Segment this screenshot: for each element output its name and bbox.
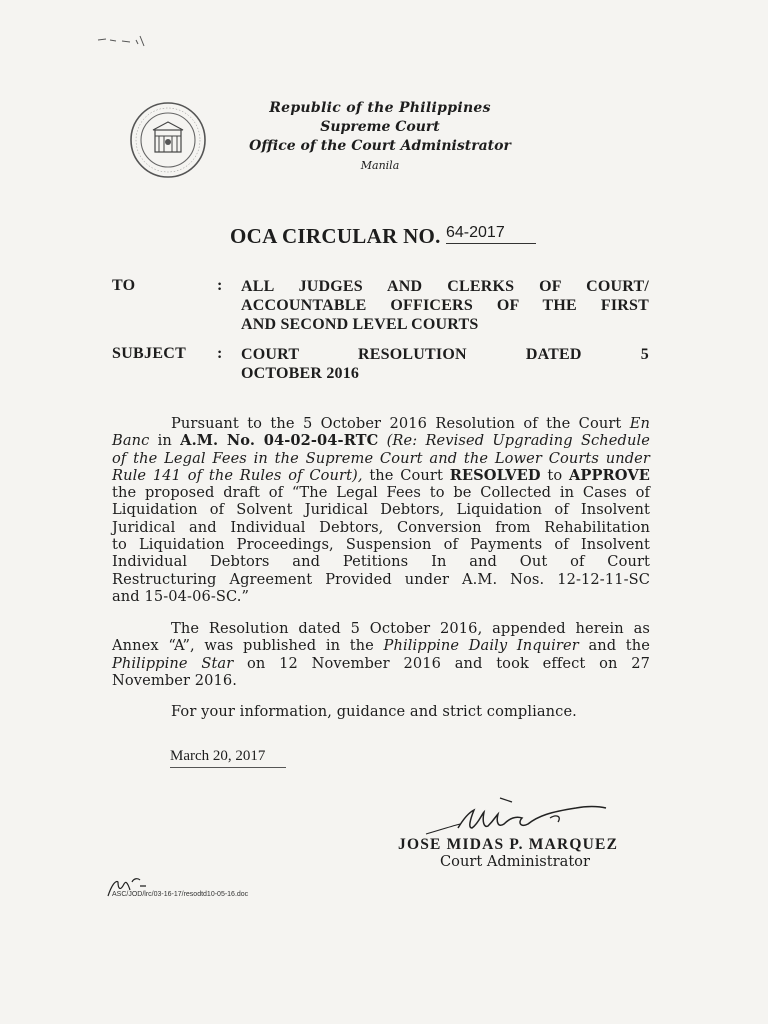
body-line: For your information, guidance and strict compliance.	[171, 703, 577, 720]
letterhead-city: Manila	[360, 159, 400, 172]
to-label: TO	[112, 277, 136, 294]
body-line: Juridical and Individual Debtors, Conversion from Rehabilitation	[112, 518, 650, 536]
letterhead-republic: Republic of the Philippines	[269, 100, 491, 116]
body-line: Philippine Star on 12 November 2016 and took effect on 27	[112, 654, 650, 672]
signatory-name: JOSE MIDAS P. MARQUEZ	[398, 836, 619, 853]
subject-line: COURT RESOLUTION DATED 5	[241, 346, 649, 363]
circular-number: 64-2017	[446, 224, 536, 244]
file-reference: ASC/JOD/lrc/03-16-17/resodtd10-05-16.doc	[112, 891, 249, 898]
to-line: AND SECOND LEVEL COURTS	[241, 316, 479, 333]
paragraph-publication	[112, 620, 650, 689]
subject-line: OCTOBER 2016	[241, 365, 360, 382]
body-line: to Liquidation Proceedings, Suspension of Payments of Insolvent	[112, 536, 650, 554]
body-line: and 15-04-06-SC.”	[112, 587, 250, 605]
document-date: March 20, 2017	[170, 748, 286, 768]
to-line: ACCOUNTABLE OFFICERS OF THE FIRST	[241, 297, 649, 314]
circular-title: OCA CIRCULAR NO.	[230, 224, 441, 248]
scan-mark-icon	[96, 32, 156, 48]
subject-text	[241, 345, 649, 383]
body-line: Pursuant to the 5 October 2016 Resolution of the Court En	[171, 415, 650, 432]
subject-colon: :	[217, 345, 223, 362]
body-line: Banc in A.M. No. 04-02-04-RTC (Re: Revised Upgrading Schedule	[112, 432, 650, 450]
court-seal-icon	[128, 100, 208, 180]
paragraph-compliance	[112, 703, 650, 720]
to-colon: :	[217, 277, 223, 294]
subject-label: SUBJECT	[112, 345, 187, 362]
body-line: November 2016.	[112, 671, 238, 689]
signatory-title: Court Administrator	[440, 853, 590, 870]
body-line: Restructuring Agreement Provided under A.M. Nos. 12-12-11-SC	[112, 570, 650, 588]
letterhead	[230, 99, 530, 175]
to-line: ALL JUDGES AND CLERKS OF COURT/	[241, 278, 649, 295]
body-line: Annex “A”, was published in the Philippine Daily Inquirer and the	[112, 637, 651, 655]
body-line: the proposed draft of “The Legal Fees to be Collected in Cases of	[112, 484, 650, 502]
body-line: Rule 141 of the Rules of Court), the Court RESOLVED to APPROVE	[112, 466, 650, 484]
letterhead-office: Office of the Court Administrator	[249, 138, 511, 154]
paragraph-resolution	[112, 415, 650, 605]
letterhead-supreme-court: Supreme Court	[320, 119, 440, 135]
body-line: Individual Debtors and Petitions In and Out of Court	[112, 553, 650, 571]
body-line: of the Legal Fees in the Supreme Court and the Lower Courts under	[112, 449, 650, 467]
body-line: The Resolution dated 5 October 2016, appended herein as	[171, 620, 650, 637]
body-line: Liquidation of Solvent Juridical Debtors, Liquidation of Insolvent	[112, 501, 650, 519]
to-recipients	[241, 277, 649, 334]
